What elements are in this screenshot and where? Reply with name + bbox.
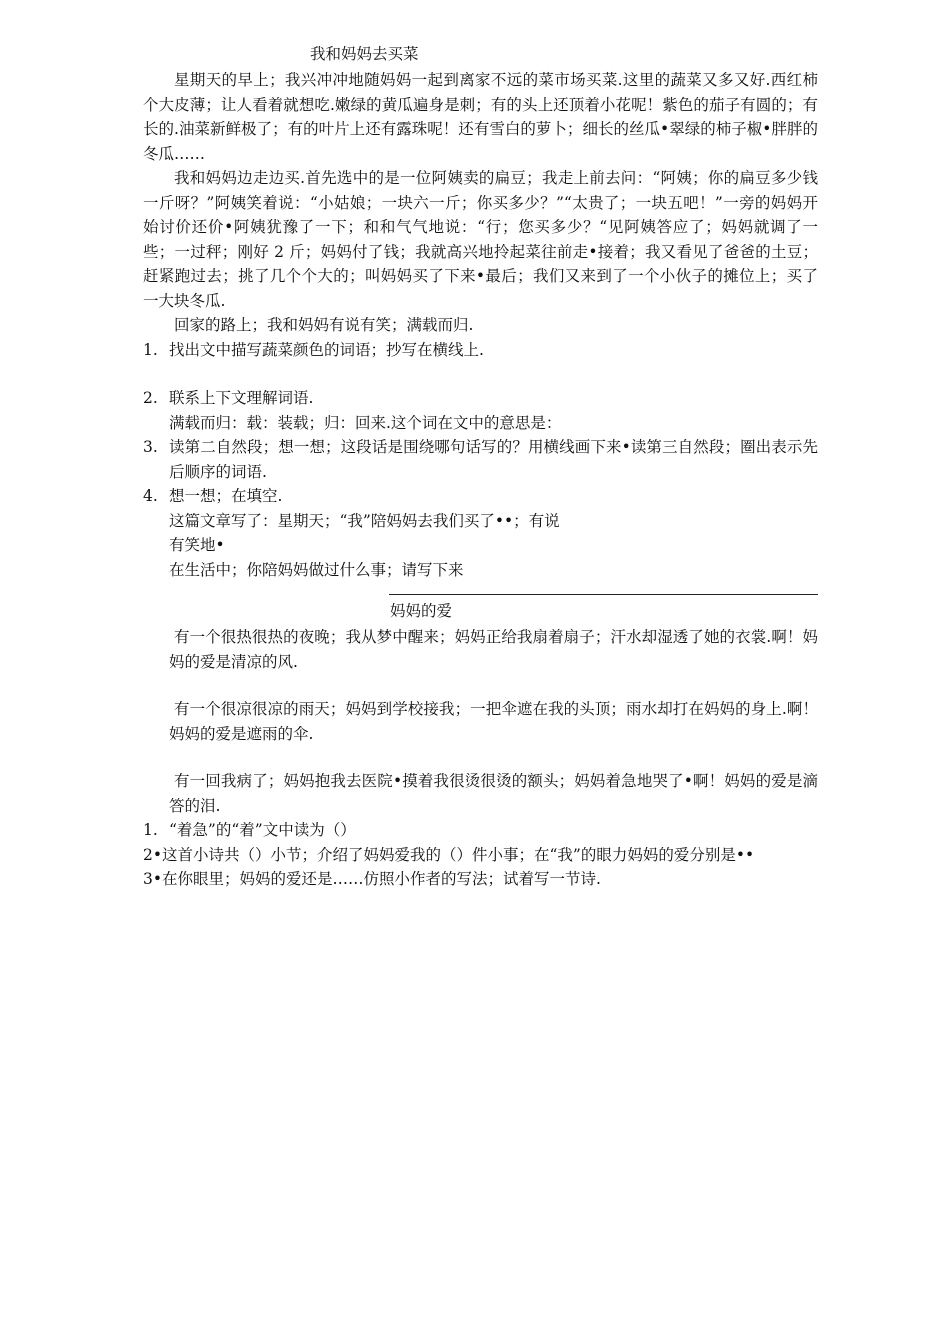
document-page: [143, 40, 818, 892]
poem-stanza-1: 有一个很热很热的夜晚；我从梦中醒来；妈妈正给我扇着扇子；汗水却湿透了她的衣裳.啊！妈妈的爱是清凉的风.: [169, 628, 818, 671]
question-text: 找出文中描写蔬菜颜色的词语；抄写在横线上.: [169, 340, 484, 359]
answer-line: [389, 594, 818, 595]
story1-paragraph-1: 星期天的早上；我兴冲冲地随妈妈一起到离家不远的菜市场买菜.这里的蔬菜又多又好.西红柿个大皮薄；让人看着就想吃.嫩绿的黄瓜遍身是刺；有的头上还顶着小花呢！紫色的茄子有圆的；有长的.油菜新鲜极了；有的叶片上还有露珠呢！还有雪白的萝卜；细长的丝瓜•翠绿的柿子椒•胖胖的冬瓜……: [143, 71, 818, 163]
story2-question-3: 3•在你眼里；妈妈的爱还是……仿照小作者的写法；试着写一节诗.: [143, 870, 601, 888]
question-number: 3.: [143, 438, 158, 456]
question-number: 2.: [143, 389, 158, 407]
question-text: “着急”的“着”文中读为（）: [169, 821, 356, 839]
question-text: 联系上下文理解词语.: [169, 389, 314, 407]
story1-title: 我和妈妈去买菜: [310, 45, 419, 63]
answer-space: [143, 362, 818, 386]
story2-question-1: [143, 818, 818, 843]
story1-question-3: [143, 435, 818, 484]
story1-paragraph-3: 回家的路上；我和妈妈有说有笑；满载而归.: [174, 316, 474, 334]
story2-question-2: 2•这首小诗共（）小节；介绍了妈妈爱我的（）件小事；在“我”的眼力妈妈的爱分别是••: [143, 845, 755, 864]
story1-question-4: [143, 484, 818, 509]
question-text: 读第二自然段；想一想；这段话是围绕哪句话写的？用横线画下来•读第三自然段；圈出表示先后顺序的词语.: [169, 438, 818, 481]
poem-stanza-2: 有一个很凉很凉的雨天；妈妈到学校接我；一把伞遮在我的头顶；雨水却打在妈妈的身上.啊！妈妈的爱是遮雨的伞.: [169, 700, 818, 743]
question-number: 1.: [143, 340, 158, 359]
poem-stanza-3: 有一回我病了；妈妈抱我去医院•摸着我很烫很烫的额头；妈妈着急地哭了•啊！妈妈的爱是滴答的泪.: [169, 772, 818, 815]
story1-question-4-line-2: 有笑地•: [169, 536, 225, 554]
story1-question-4-line-3: 在生活中；你陪妈妈做过什么事；请写下来: [169, 560, 464, 579]
story1-paragraph-2: 我和妈妈边走边买.首先选中的是一位阿姨卖的扁豆；我走上前去问：“阿姨；你的扁豆多少钱一斤呀？”阿姨笑着说：“小姑娘；一块六一斤；你买多少？”“太贵了；一块五吧！”一旁的妈妈开始讨价还价•阿姨犹豫了一下；和和气气地说：“行；您买多少？“见阿姨答应了；妈妈就调了一些；一过秤；刚好 2 斤；妈妈付了钱；我就高兴地拎起菜往前走•接着；我又看见了爸爸的土豆；赶紧跑过去；挑了几个个大的；叫妈妈买了下来•最后；我们又来到了一个小伙子的摊位上；买了一大块冬瓜.: [143, 169, 818, 310]
stanza-gap: [143, 746, 818, 769]
story1-question-4-line-1: 这篇文章写了：星期天；“我”陪妈妈去我们买了••；有说: [169, 511, 560, 530]
question-number: 4.: [143, 487, 158, 505]
stanza-gap: [143, 674, 818, 697]
story2-title: 妈妈的爱: [390, 602, 453, 620]
question-text: 想一想；在填空.: [169, 487, 283, 505]
story1-question-1: [143, 338, 818, 363]
story1-question-2: [143, 386, 818, 411]
question-number: 1.: [143, 821, 158, 839]
story1-question-2-sub: 满载而归：载：装载；归：回来.这个词在文中的意思是：: [169, 413, 562, 432]
